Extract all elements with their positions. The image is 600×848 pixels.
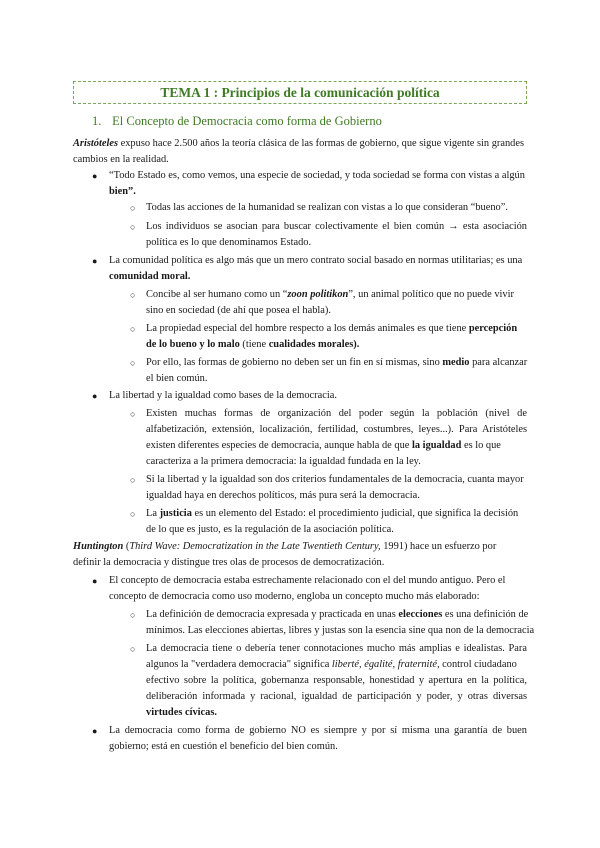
subbullet-line: Todas las acciones de la humanidad se realizan con vistas a lo que consideran “bueno”. <box>146 202 508 213</box>
text-span: liberté, égalité, fraternité, <box>331 659 440 670</box>
bullet-icon: ● <box>92 171 98 181</box>
text-span: (tiene <box>239 339 269 350</box>
subbullet-line: efectivo sobre la política, gobernanza responsable, honestidad y apertura en la política, <box>146 675 527 686</box>
bullet-line: bien”. <box>109 186 136 197</box>
text-span: expuso hace 2.500 años la teoría clásica de las formas de gobierno, que sigue vigente sin grandes <box>118 138 525 149</box>
section-heading <box>92 114 382 129</box>
text-span: ( <box>123 541 130 552</box>
subbullet-icon: ○ <box>130 324 136 334</box>
subbullet-line <box>146 438 501 454</box>
text-span: percepción <box>468 323 518 334</box>
subbullet-line <box>146 607 528 623</box>
text-span: ”, un animal político que no puede vivir <box>348 289 514 300</box>
text-span: es una definición de <box>442 609 529 620</box>
text-span: algunos la "verdadera democracia" significa <box>146 659 332 670</box>
text-span: elecciones <box>398 609 443 620</box>
text-span: la igualdad <box>412 440 462 451</box>
text-span: control ciudadano <box>439 659 517 670</box>
text-span: cualidades morales). <box>268 339 360 350</box>
text-span: 1991) hace un esfuerzo por <box>380 541 497 552</box>
subbullet-line <box>146 355 527 371</box>
bullet-icon: ● <box>92 726 98 736</box>
bullet-line: La libertad y la igualdad como bases de la democracia. <box>109 390 337 401</box>
subbullet-line: caracteriza a la primera democracia: la igualdad fundada en la ley. <box>146 456 421 467</box>
book-title: Third Wave: Democratization in the Late Twentieth Century, <box>129 541 381 552</box>
subbullet-line: Existen muchas formas de organización del poder según la población (nivel de <box>146 408 527 419</box>
author-name: Huntington <box>73 541 124 552</box>
bullet-icon: ● <box>92 576 98 586</box>
bullet-icon: ● <box>92 391 98 401</box>
subbullet-icon: ○ <box>130 509 136 519</box>
author-name: Aristóteles <box>73 138 119 149</box>
text-span: de lo bueno y lo malo <box>146 339 240 350</box>
text-span: medio <box>442 357 470 368</box>
subbullet-line <box>146 337 359 353</box>
subbullet-line: de lo que es justo, es la regulación de la asociación política. <box>146 524 394 535</box>
subbullet-line <box>146 287 514 303</box>
subbullet-icon: ○ <box>130 222 136 232</box>
bullet-line: comunidad moral. <box>109 271 191 282</box>
subbullet-line: el bien común. <box>146 373 208 384</box>
page-title: TEMA 1 : Principios de la comunicación política <box>160 84 440 100</box>
subbullet-line <box>146 321 517 337</box>
text-span: es lo que <box>461 440 501 451</box>
paragraph-line: definir la democracia y distingue tres olas de procesos de democratización. <box>73 557 385 568</box>
subbullet-line: mínimos. Las elecciones abiertas, libres y justas son la esencia sine qua non de la democracia <box>146 625 535 636</box>
section-number: 1. <box>92 114 102 128</box>
text-span: es un elemento del Estado: el procedimiento judicial, que significa la decisión <box>191 508 519 519</box>
subbullet-line: igualdad haya en derechos políticos, más pura será la democracia. <box>146 490 420 501</box>
text-span: Concibe al ser humano como un “ <box>146 289 288 300</box>
subbullet-line: Los individuos se asocian para buscar colectivamente el bien común → esta asociación <box>146 221 527 232</box>
subbullet-line: política es lo que denominamos Estado. <box>146 237 312 248</box>
subbullet-icon: ○ <box>130 203 136 213</box>
bullet-line: gobierno; está en cuestión el beneficio del bien común. <box>109 741 338 752</box>
text-span: existen diferentes especies de democracia, aunque habla de que <box>146 440 412 451</box>
bullet-icon: ● <box>92 256 98 266</box>
subbullet-icon: ○ <box>130 610 136 620</box>
bullet-line: La democracia como forma de gobierno NO es siempre y por sí misma una garantía de buen <box>109 725 527 736</box>
subbullet-line: virtudes cívicas. <box>146 707 217 718</box>
text-span: La propiedad especial del hombre respecto a los demás animales es que tiene <box>146 323 469 334</box>
subbullet-line: deliberación informada y racional, igualdad de participación y poder, y otras diversas <box>146 691 527 702</box>
bullet-line: “Todo Estado es, como vemos, una especie de sociedad, y toda sociedad se forma con vistas a algún <box>109 170 525 181</box>
subbullet-line: Si la libertad y la igualdad son dos criterios fundamentales de la democracia, cuanta mayor <box>146 474 524 485</box>
bullet-line: El concepto de democracia estaba estrechamente relacionado con el del mundo antiguo. Pero el <box>109 575 506 586</box>
bullet-line: La comunidad política es algo más que un mero contrato social basado en normas utilitarias; es una <box>109 255 523 266</box>
subbullet-icon: ○ <box>130 290 136 300</box>
title-box <box>73 81 527 104</box>
paragraph-line <box>73 539 496 555</box>
bullet-line: concepto de democracia como uso moderno, engloba un concepto mucho más elaborado: <box>109 591 480 602</box>
text-span: zoon politikon <box>287 289 349 300</box>
subbullet-line <box>146 657 517 673</box>
subbullet-line: alfabetización, extensión, localización, fertilidad, costumbres, leyes...). Para Aristóteles <box>146 424 527 435</box>
text-span: para alcanzar <box>469 357 528 368</box>
paragraph-line <box>73 136 527 152</box>
subbullet-line <box>146 506 518 522</box>
text-span: justicia <box>159 508 192 519</box>
subbullet-line: La democracia tiene o debería tener connotaciones mucho más amplias e idealistas. Para <box>146 643 527 654</box>
subbullet-icon: ○ <box>130 358 136 368</box>
subbullet-line: sino en sociedad (de ahí que posea el habla). <box>146 305 331 316</box>
subbullet-icon: ○ <box>130 644 136 654</box>
text-span: Por ello, las formas de gobierno no deben ser un fin en sí mismas, sino <box>146 357 443 368</box>
subbullet-icon: ○ <box>130 475 136 485</box>
text-span: La definición de democracia expresada y practicada en unas <box>146 609 399 620</box>
paragraph-line: cambios en la realidad. <box>73 154 169 165</box>
text-span: La <box>146 508 160 519</box>
section-label: El Concepto de Democracia como forma de Gobierno <box>112 114 382 128</box>
subbullet-icon: ○ <box>130 409 136 419</box>
